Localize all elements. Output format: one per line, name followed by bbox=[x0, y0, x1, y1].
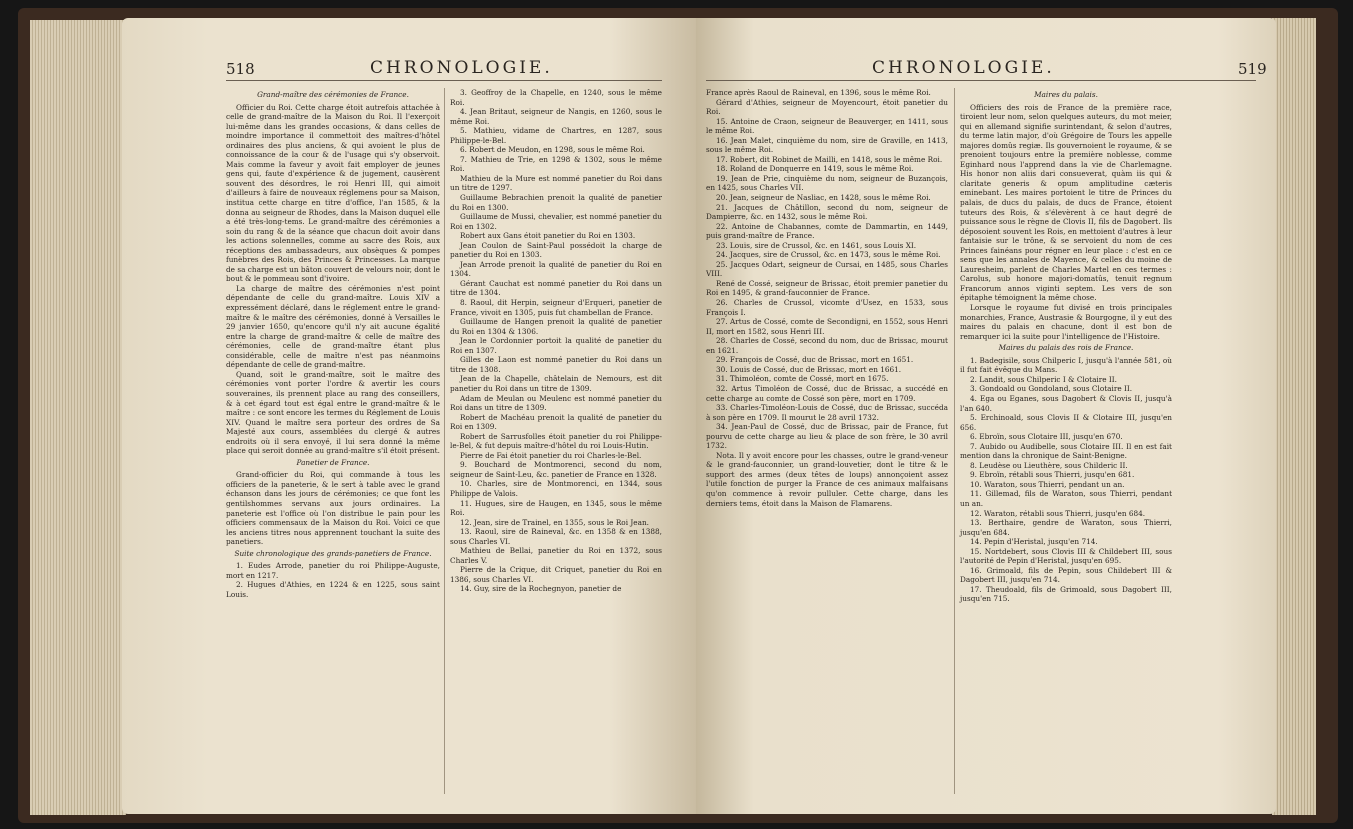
right-page-edges bbox=[1272, 18, 1316, 815]
text-paragraph: Gilles de Laon est nommé panetier du Roi dans un titre de 1308. bbox=[450, 355, 662, 374]
right-column-2 bbox=[960, 88, 1172, 604]
text-paragraph: 4. Ega ou Eganes, sous Dagobert & Clovis II, jusqu'à l'an 640. bbox=[960, 393, 1172, 413]
text-paragraph: 22. Antoine de Chabannes, comte de Dammartin, en 1449, puis grand-maître de France. bbox=[706, 221, 948, 241]
text-paragraph: 24. Jacques, sire de Crussol, &c. en 1473, sous le même Roi. bbox=[716, 250, 941, 260]
left-column-1 bbox=[226, 88, 440, 599]
text-paragraph: 28. Charles de Cossé, second du nom, duc de Brissac, mourut en 1621. bbox=[706, 336, 948, 355]
text-paragraph: France après Raoul de Raineval, en 1396, sous le même Roi. bbox=[706, 88, 931, 97]
text-paragraph: Officier du Roi. Cette charge étoit autrefois attachée à celle de grand-maître de la Maison du Roi. Il l'exerçoit lui-même dans les grandes occasions, & dans celles de moindre importance il commettoit des maîtres-d'hôtel ordinaires des plus anciens, & qui avoient le plus de connoissance de la cour & de l'usage qui s'y observoit. Mais comme la faveur y avoit fait employer de jeunes gens qui, faute d'expérience & de jugement, causèrent souvent des désordres, le roi Henri III, qui aimoit d'ailleurs à faire de nouveaux réglemens pour sa Maison, institua cette charge en titre d'office, l'an 1585, & la donna au seigneur de Rhodes, dans la Maison duquel elle a été très-long-tems. Le grand-maître des cérémonies a soin du rang & de la séance que chacun doit avoir dans les actions solennelles, comme au sacre des Rois, aux réceptions des ambassadeurs, aux obsèques & pompes funèbres des Rois, des Princes & Princesses. La marque de sa charge est un bâton couvert de velours noir, dont le bout & le pommeau sont d'ivoire. bbox=[226, 102, 440, 284]
right-column-divider bbox=[954, 88, 955, 794]
text-paragraph: 10. Charles, sire de Montmorenci, en 1344, sous Philippe de Valois. bbox=[450, 479, 662, 498]
text-paragraph: Jean le Cordonnier portoit la qualité de panetier du Roi en 1307. bbox=[450, 336, 662, 355]
section-heading: Maires du palais. bbox=[1034, 90, 1098, 99]
text-paragraph: 9. Bouchard de Montmorenci, second du nom, seigneur de Saint-Leu, &c. panetier de France en 1328. bbox=[450, 460, 662, 479]
text-paragraph: Quand, soit le grand-maître, soit le maître des cérémonies vont porter l'ordre & avertir les cours souveraines, ils prennent place au rang des conseillers, & à cet égard tout est égal entre le grand-maître & le maître : ce sont encore les termes du Réglement de Louis XIV. Quand le maître sera porteur des ordres de Sa Majesté aux cours, assemblées du clergé & autres endroits où il sera envoyé, il lui sera donné la même place qui seroit donnée au grand-maître s'il étoit présent. bbox=[226, 369, 440, 456]
text-paragraph: Grand-officier du Roi, qui commande à tous les officiers de la paneterie, & le sert à table avec le grand échanson dans les jours de cérémonies; ce que font les gentilshommes servans aux jours ordinaires. La paneterie est l'office où l'on distribue le pain pour les officiers commensaux de la Maison du Roi. Voici ce que les anciens titres nous apprennent touchant la suite des panetiers. bbox=[226, 470, 440, 547]
right-page bbox=[696, 18, 1276, 814]
left-column-2 bbox=[450, 88, 662, 594]
text-paragraph: 11. Hugues, sire de Haugen, en 1345, sous le même Roi. bbox=[450, 498, 662, 518]
text-paragraph: La charge de maître des cérémonies n'est point dépendante de celle du grand-maître. Louis XIV a expressément déclaré, dans le réglement entre le grand-maître & le maître des cérémonies, donné à Versailles le 29 janvier 1650, qu'encore qu'il n'y ait aucune égalité entre la charge de grand-maître & celle de maître des cérémonies, celle de grand-maître étant plus considérable, celle de maître n'est pas néanmoins dépendante de celle de grand-maître. bbox=[226, 283, 440, 370]
text-paragraph: 6. Robert de Meudon, en 1298, sous le même Roi. bbox=[460, 145, 645, 155]
text-paragraph: 26. Charles de Crussol, vicomte d'Usez, en 1533, sous François I. bbox=[706, 298, 948, 317]
text-paragraph: 23. Louis, sire de Crussol, &c. en 1461, sous Louis XI. bbox=[716, 240, 917, 250]
text-paragraph: Jean Arrode prenoit la qualité de panetier du Roi en 1304. bbox=[450, 259, 662, 279]
text-paragraph: Nota. Il y avoit encore pour les chasses, outre le grand-veneur & le grand-fauconnier, un grand-louvetier, dont le titre & le support des armes (deux têtes de loups) annonçoient assez l'utile fonction de purger la France de ces animaux malfaisans qu'on commence à revoir pulluler. Cette charge, dans les derniers tems, étoit dans la Maison de Flamarens. bbox=[706, 450, 948, 508]
text-paragraph: 33. Charles-Timoléon-Louis de Cossé, duc de Brissac, succéda à son père en 1709. Il mourut le 28 avril 1732. bbox=[706, 403, 948, 422]
text-paragraph: 1. Eudes Arrode, panetier du roi Philippe-Auguste, mort en 1217. bbox=[226, 561, 440, 580]
text-paragraph: 14. Pepin d'Heristal, jusqu'en 714. bbox=[970, 537, 1098, 547]
section-heading: Suite chronologique des grands-panetiers de France. bbox=[234, 548, 432, 558]
text-paragraph: 19. Jean de Prie, cinquième du nom, seigneur de Buzançois, en 1425, sous Charles VII. bbox=[706, 173, 948, 193]
text-paragraph: Mathieu de Bellai, panetier du Roi en 1372, sous Charles V. bbox=[450, 546, 662, 565]
text-paragraph: 3. Geoffroy de la Chapelle, en 1240, sous le même Roi. bbox=[450, 88, 662, 107]
text-paragraph: 17. Theudoald, fils de Grimoald, sous Dagobert III, jusqu'en 715. bbox=[960, 584, 1172, 604]
left-page bbox=[122, 18, 696, 814]
text-paragraph: 12. Jean, sire de Trainel, en 1355, sous le Roi Jean. bbox=[460, 517, 649, 527]
text-paragraph: 17. Robert, dit Robinet de Mailli, en 1418, sous le même Roi. bbox=[716, 154, 943, 164]
text-paragraph: 1. Badegisile, sous Chilperic I, jusqu'à l'année 581, où il fut fait évêque du Mans. bbox=[960, 355, 1172, 375]
text-paragraph: Guillaume de Mussi, chevalier, est nommé panetier du Roi en 1302. bbox=[450, 212, 662, 231]
text-paragraph: 12. Waraton, rétabli sous Thierri, jusqu'en 684. bbox=[970, 508, 1146, 518]
text-paragraph: 29. François de Cossé, duc de Brissac, mort en 1651. bbox=[716, 355, 914, 365]
text-paragraph: 14. Guy, sire de la Rochegnyon, panetier de bbox=[460, 584, 622, 594]
text-paragraph: 32. Artus Timoléon de Cossé, duc de Brissac, a succédé en cette charge au comte de Cossé son père, mort en 1709. bbox=[706, 383, 948, 403]
text-paragraph: 13. Raoul, sire de Raineval, &c. en 1358 & en 1388, sous Charles VI. bbox=[450, 527, 662, 546]
text-paragraph: Robert aux Gans étoit panetier du Roi en 1303. bbox=[460, 231, 636, 241]
text-paragraph: Robert de Machéau prenoit la qualité de panetier du Roi en 1309. bbox=[450, 412, 662, 432]
left-page-edges bbox=[30, 20, 126, 815]
text-paragraph: Pierre de la Crique, dit Criquet, panetier du Roi en 1386, sous Charles VI. bbox=[450, 565, 662, 584]
text-paragraph: 31. Thimoléon, comte de Cossé, mort en 1675. bbox=[716, 374, 889, 384]
text-paragraph: 2. Landit, sous Chilperic I & Clotaire II. bbox=[970, 374, 1117, 384]
text-paragraph: 13. Berthaire, gendre de Waraton, sous Thierri, jusqu'en 684. bbox=[960, 518, 1172, 537]
left-head-rule bbox=[226, 80, 662, 81]
text-paragraph: René de Cossé, seigneur de Brissac, étoit premier panetier du Roi en 1495, & grand-fauconnier de France. bbox=[706, 278, 948, 298]
text-paragraph: 21. Jacques de Châtillon, second du nom, seigneur de Dampierre, &c. en 1432, sous le même Roi. bbox=[706, 202, 948, 222]
text-paragraph: 16. Grimoald, fils de Pepin, sous Childebert III & Dagobert III, jusqu'en 714. bbox=[960, 565, 1172, 585]
text-paragraph: 3. Gondoald ou Gondoland, sous Clotaire II. bbox=[970, 384, 1133, 394]
text-paragraph: Officiers des rois de France de la première race, tiroient leur nom, selon quelques auteurs, du mot meier, qui en allemand signifie surintendant, & selon d'autres, du terme latin major, d'où Grégoire de Tours les appelle majores domûs regiæ. Ils gouvernoient le royaume, & se prenoient toujours entre la première noblesse, comme Eginhard nous l'apprend dans la vie de Charlemagne. His honor non aliis dari consueverat, quàm iis qui & claritate generis & opum amplitudine cæteris eminebant. Les maires portoient le titre de Princes du palais, de ducs du palais, de ducs de France, étoient tuteurs des Rois, & s'élevèrent à ce haut degré de puissance sous le règne de Clovis II, fils de Dagobert. Ils déposoient souvent les Rois, en mettoient d'autres à leur fantaisie sur le trône, & se servoient du nom de ces Princes fainéans pour régner en leur place : c'est en ce sens que les annales de Mayence, & celles du moine de Lauresheim, parlent de Charles Martel en ces termes : Carolus, sub honore majori-domatûs, tenuit regnum Francorum annos viginti septem. Les vers de son épitaphe témoignent la même chose. bbox=[960, 102, 1172, 303]
text-paragraph: 2. Hugues d'Athies, en 1224 & en 1225, sous saint Louis. bbox=[226, 580, 440, 599]
text-paragraph: Pierre de Fai étoit panetier du roi Charles-le-Bel. bbox=[460, 450, 642, 460]
left-page-number: 518 bbox=[226, 60, 255, 78]
text-paragraph: Jean de la Chapelle, châtelain de Nemours, est dit panetier du Roi dans un titre de 1309. bbox=[450, 374, 662, 393]
right-running-head: CHRONOLOGIE. bbox=[872, 58, 1055, 78]
section-heading: Grand-maître des cérémonies de France. bbox=[257, 90, 409, 99]
right-head-rule bbox=[706, 80, 1256, 81]
text-paragraph: 8. Raoul, dit Herpin, seigneur d'Erqueri, panetier de France, vivoit en 1305, puis fut chambellan de France. bbox=[450, 298, 662, 317]
text-paragraph: Jean Coulon de Saint-Paul possédoit la charge de panetier du Roi en 1303. bbox=[450, 240, 662, 260]
text-paragraph: Guillaume Bebrachien prenoit la qualité de panetier du Roi en 1300. bbox=[450, 193, 662, 212]
text-paragraph: 5. Mathieu, vidame de Chartres, en 1287, sous Philippe-le-Bel. bbox=[450, 126, 662, 145]
text-paragraph: Robert de Sarrusfolles étoit panetier du roi Philippe-le-Bel, & fut depuis maître-d'hôtel du roi Louis-Hutin. bbox=[450, 431, 662, 451]
text-paragraph: 6. Ebroïn, sous Clotaire III, jusqu'en 670. bbox=[970, 432, 1123, 442]
left-running-head: CHRONOLOGIE. bbox=[370, 58, 553, 78]
text-paragraph: 15. Antoine de Craon, seigneur de Beauverger, en 1411, sous le même Roi. bbox=[706, 116, 948, 136]
text-paragraph: 27. Artus de Cossé, comte de Secondigni, en 1552, sous Henri II, mort en 1582, sous Henri III. bbox=[706, 317, 948, 336]
text-paragraph: Lorsque le royaume fut divisé en trois principales monarchies, France, Austrasie & Bourgogne, il y eut des maires du palais en chacune, dont il est bon de remarquer ici la suite pour l'intelligence de l'Histoire. bbox=[960, 303, 1172, 341]
text-paragraph: 20. Jean, seigneur de Nasliac, en 1428, sous le même Roi. bbox=[716, 193, 931, 203]
text-paragraph: Gérard d'Athies, seigneur de Moyencourt, étoit panetier du Roi. bbox=[706, 97, 948, 117]
text-paragraph: Guillaume de Hangen prenoit la qualité de panetier du Roi en 1304 & 1306. bbox=[450, 317, 662, 336]
text-paragraph: 18. Roland de Donquerre en 1419, sous le même Roi. bbox=[716, 164, 914, 174]
text-paragraph: 10. Waraton, sous Thierri, pendant un an. bbox=[970, 479, 1125, 489]
text-paragraph: Mathieu de la Mure est nommé panetier du Roi dans un titre de 1297. bbox=[450, 173, 662, 193]
text-paragraph: 7. Aubido ou Audibelle, sous Clotaire III. Il en est fait mention dans la chronique de Saint-Benigne. bbox=[960, 441, 1172, 461]
text-paragraph: Gérant Cauchat est nommé panetier du Roi dans un titre de 1304. bbox=[450, 278, 662, 298]
text-paragraph: 4. Jean Britaut, seigneur de Nangis, en 1260, sous le même Roi. bbox=[450, 107, 662, 126]
left-column-divider bbox=[444, 88, 445, 794]
text-paragraph: 15. Nortdebert, sous Clovis III & Childebert III, sous l'autorité de Pepin d'Heristal, jusqu'en 695. bbox=[960, 546, 1172, 566]
right-column-1 bbox=[706, 88, 948, 508]
section-heading: Panetier de France. bbox=[296, 457, 370, 467]
text-paragraph: 9. Ebroïn, rétabli sous Thierri, jusqu'en 681. bbox=[970, 470, 1135, 480]
text-paragraph: 7. Mathieu de Trie, en 1298 & 1302, sous le même Roi. bbox=[450, 154, 662, 174]
text-paragraph: 34. Jean-Paul de Cossé, duc de Brissac, pair de France, fut pourvu de cette charge au lieu & place de son frère, le 30 avril 1732. bbox=[706, 422, 948, 451]
section-heading: Maires du palais des rois de France. bbox=[998, 343, 1134, 353]
text-paragraph: 30. Louis de Cossé, duc de Brissac, mort en 1661. bbox=[716, 364, 902, 374]
text-paragraph: 11. Gillemad, fils de Waraton, sous Thierri, pendant un an. bbox=[960, 489, 1172, 508]
text-paragraph: Adam de Meulan ou Meulenc est nommé panetier du Roi dans un titre de 1309. bbox=[450, 393, 662, 413]
text-paragraph: 8. Leudèse ou Lieuthère, sous Childeric II. bbox=[970, 460, 1128, 470]
text-paragraph: 16. Jean Malet, cinquième du nom, sire de Graville, en 1413, sous le même Roi. bbox=[706, 135, 948, 155]
text-paragraph: 5. Erchinoald, sous Clovis II & Clotaire III, jusqu'en 656. bbox=[960, 413, 1172, 432]
right-page-number: 519 bbox=[1238, 60, 1267, 78]
text-paragraph: 25. Jacques Odart, seigneur de Cursai, en 1485, sous Charles VIII. bbox=[706, 259, 948, 279]
